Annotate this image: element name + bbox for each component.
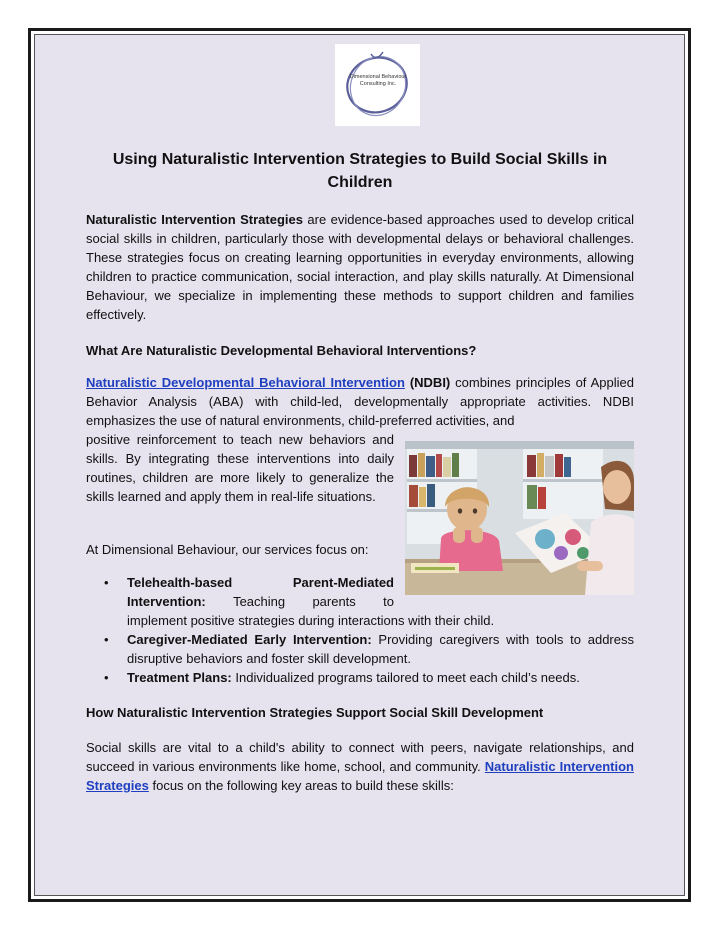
child-reading-photo-icon bbox=[405, 441, 634, 595]
service-1-text-rest: implement positive strategies during interactions with their child. bbox=[127, 613, 495, 628]
section2-text: Social skills are vital to a child's ability to connect with peers, navigate relationships, and succeed in various environments like home, school, and community. bbox=[86, 740, 634, 774]
service-2-text: Providing caregivers with tools to address disruptive behaviors and foster skill development. bbox=[127, 632, 634, 666]
service-item-telehealth bbox=[86, 573, 634, 630]
service-3-bold: Treatment Plans: bbox=[127, 670, 232, 685]
therapy-photo bbox=[405, 441, 634, 595]
services-list bbox=[86, 573, 634, 687]
section2-heading: How Naturalistic Intervention Strategies Support Social Skill Development bbox=[86, 705, 544, 720]
ndbi-line1-rest: combines principles of bbox=[450, 375, 587, 390]
ndbi-link[interactable]: Naturalistic Developmental Behavioral Intervention bbox=[86, 375, 405, 390]
intro-text: are evidence-based approaches used to develop critical social skills in children, particularly those with developmental delays or behavioral challenges. These strategies focus on creating learning opportunities in everyday environments, allowing children to practice communication, social interaction, and play skills naturally. At Dimensional Behaviour, we specialize in implementing these methods to support children and families effectively. bbox=[86, 212, 635, 322]
ndbi-abbr: (NDBI) bbox=[404, 375, 451, 390]
service-3-text: Individualized programs tailored to meet each child’s needs. bbox=[231, 670, 580, 685]
service-2-bold: Caregiver-Mediated Early Intervention: bbox=[127, 632, 372, 647]
service-1-text-c: to bbox=[383, 594, 394, 609]
section2-text-end: focus on the following key areas to build these skills: bbox=[148, 778, 454, 793]
ndbi-wrapped-paragraph: positive reinforcement to teach new behaviors and skills. By integrating these interventions into daily routines, children are more likely to generalize the skills learned and apply them in real-life situations. bbox=[86, 432, 394, 504]
logo-text bbox=[343, 74, 413, 87]
service-1-text-a: Teaching bbox=[233, 594, 286, 609]
bullet-icon: • bbox=[104, 632, 109, 647]
service-item-treatment-plans bbox=[86, 668, 634, 687]
section1-heading: What Are Naturalistic Developmental Behavioral Interventions? bbox=[86, 343, 477, 358]
service-1-text-b: parents bbox=[312, 594, 356, 609]
intro-bold-lead: Naturalistic Intervention Strategies bbox=[86, 212, 303, 227]
nis-link[interactable]: Naturalistic Intervention Strategies bbox=[86, 759, 634, 793]
ndbi-paragraph bbox=[86, 373, 634, 430]
service-1-bold-b: Parent-Mediated bbox=[292, 575, 394, 590]
intro-paragraph bbox=[86, 210, 634, 324]
company-logo bbox=[335, 44, 420, 126]
service-1-line-2 bbox=[127, 592, 394, 611]
service-1-line-1 bbox=[127, 573, 394, 592]
service-item-caregiver bbox=[86, 630, 634, 668]
bullet-icon: • bbox=[104, 575, 109, 590]
service-1-bold-c: Intervention: bbox=[127, 594, 206, 609]
page-title: Using Naturalistic Intervention Strategies to Build Social Skills in Children bbox=[112, 151, 608, 191]
logo-line-1: Dimensional Behaviour bbox=[349, 74, 407, 80]
bullet-icon: • bbox=[104, 670, 109, 685]
section2-paragraph bbox=[86, 738, 634, 795]
logo-line-2: Consulting Inc. bbox=[359, 80, 397, 87]
services-intro: At Dimensional Behaviour, our services focus on: bbox=[86, 542, 369, 557]
ndbi-full-lines: Applied Behavior Analysis (ABA) with child-led, developmentally appropriate activities. NDBI emphasizes the use of natural environments, child-preferred activities, and bbox=[86, 375, 634, 428]
service-1-bold-a: Telehealth-based bbox=[127, 575, 233, 590]
